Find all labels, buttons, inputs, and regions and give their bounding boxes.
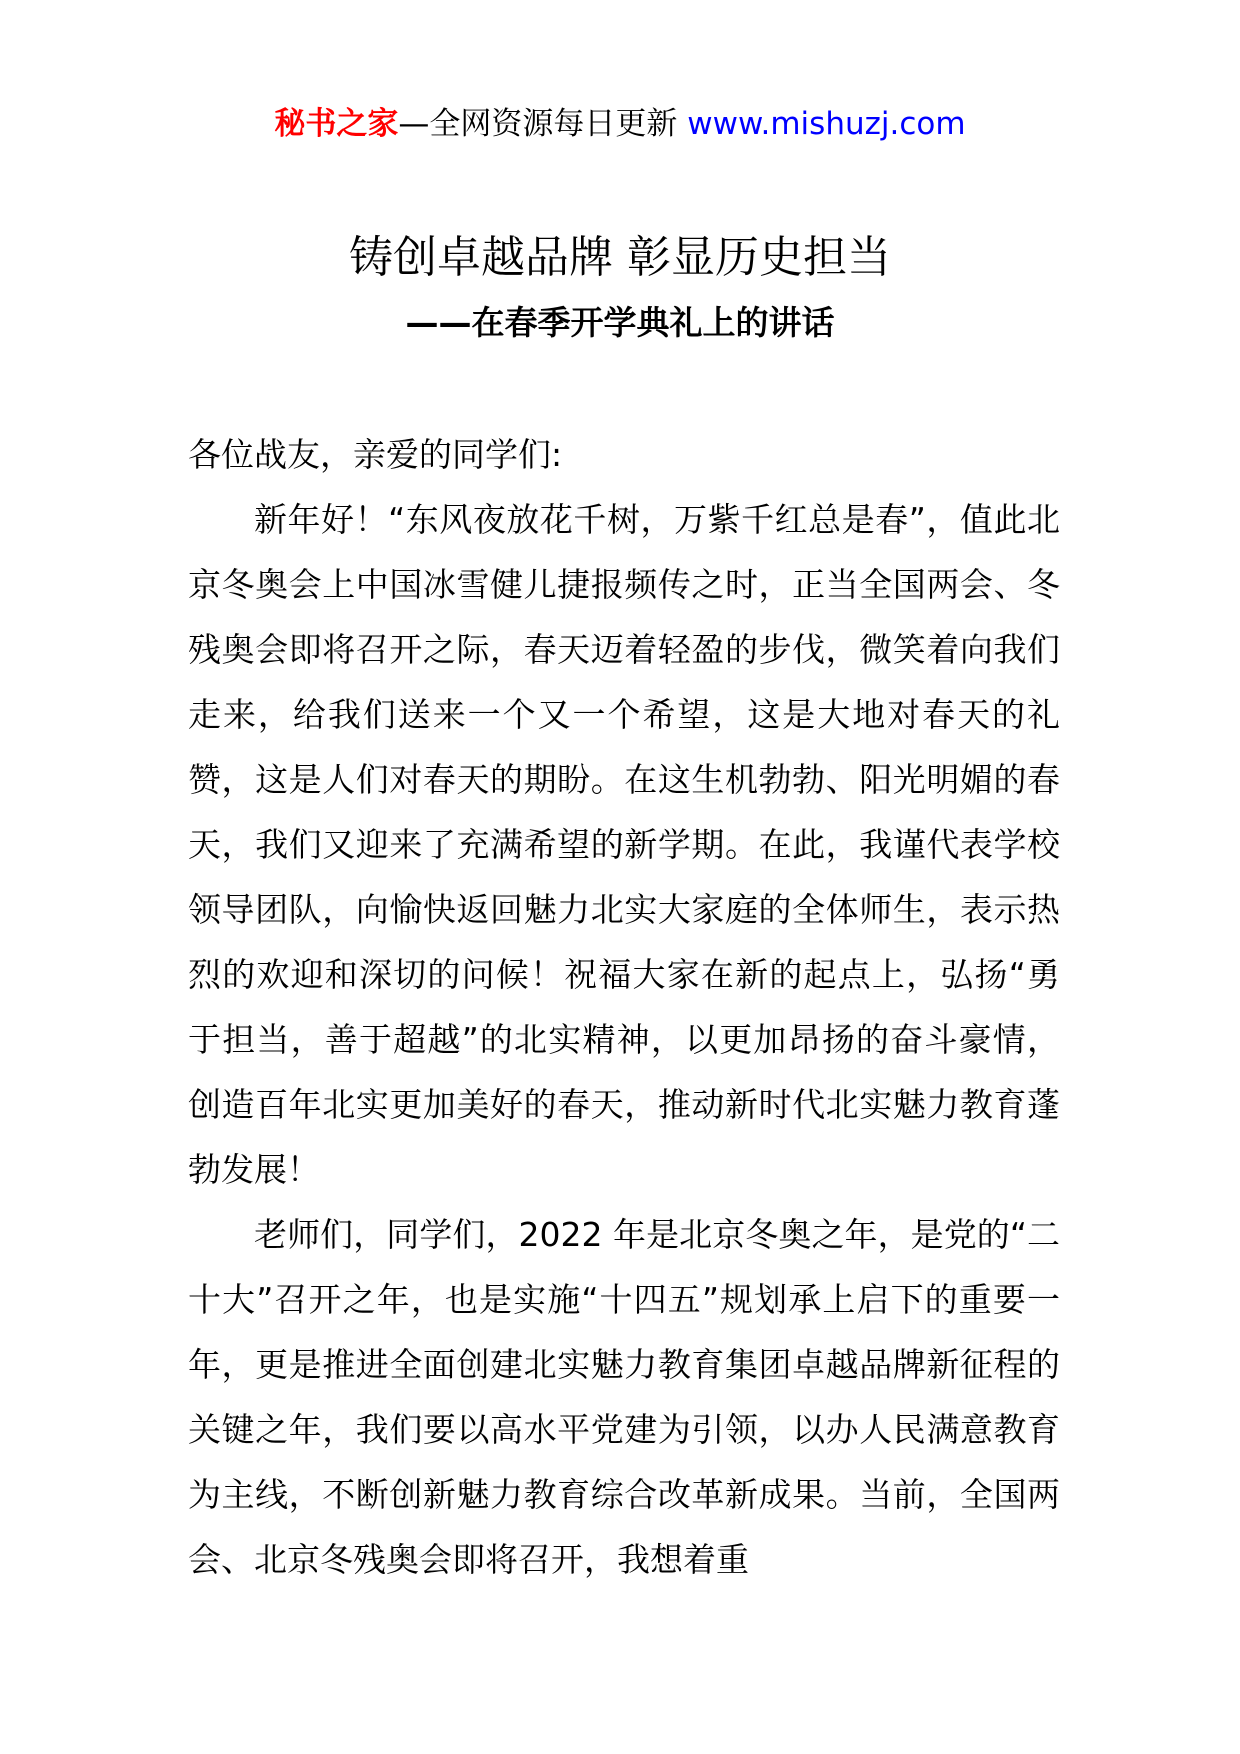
site-url-link[interactable]: www.mishuzj.com — [687, 106, 966, 142]
document-subtitle: ——在春季开学典礼上的讲话 — [405, 303, 835, 342]
body-paragraph: 新年好！“东风夜放花千树，万紫千红总是春”，值此北京冬奥会上中国冰雪健儿捷报频传之时，正当全国两会、冬残奥会即将召开之际，春天迈着轻盈的步伐，微笑着向我们走来，给我们送来一个又一个希望，这是大地对春天的礼赞，这是人们对春天的期盼。在这生机勃勃、阳光明媚的春天，我们又迎来了充满希望的新学期。在此，我谨代表学校领导团队，向愉快返回魅力北实大家庭的全体师生，表示热烈的欢迎和深切的问候！祝福大家在新的起点上，弘扬“勇于担当，善于超越”的北实精神，以更加昂扬的奋斗豪情，创造百年北实更加美好的春天，推动新时代北实魅力教育蓬勃发展！ — [188, 500, 1060, 1189]
header-tagline: —全网资源每日更新 — [398, 106, 688, 142]
salutation: 各位战友，亲爱的同学们: — [188, 435, 563, 474]
brand-name: 秘书之家 — [274, 106, 399, 142]
site-header — [0, 100, 1240, 148]
document-body — [188, 422, 1060, 1592]
document-title: 铸创卓越品牌 彰显历史担当 — [349, 232, 891, 283]
body-paragraph: 老师们，同学们，2022 年是北京冬奥之年，是党的“二十大”召开之年，也是实施“十四五”规划承上启下的重要一年，更是推进全面创建北实魅力教育集团卓越品牌新征程的关键之年，我们要以高水平党建为引领，以办人民满意教育为主线，不断创新魅力教育综合改革新成果。当前，全国两会、北京冬残奥会即将召开，我想着重 — [188, 1215, 1060, 1579]
